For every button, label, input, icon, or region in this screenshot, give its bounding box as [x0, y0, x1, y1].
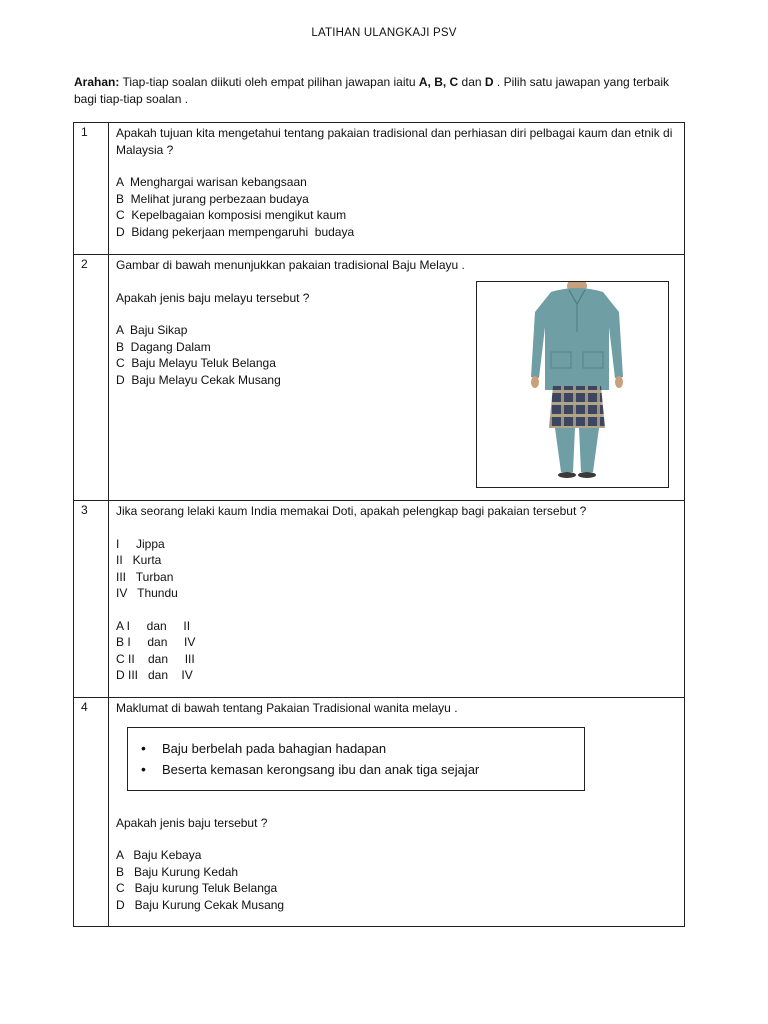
question-text: Jika seorang lelaki kaum India memakai Doti, apakah pelengkap bagi pakaian tersebut ?	[116, 504, 587, 518]
option-d[interactable]: D Baju Melayu Cekak Musang	[116, 372, 281, 387]
instructions-letters: A, B, C	[418, 75, 459, 89]
question-number: 2	[74, 255, 109, 501]
statement-item: II Kurta	[116, 553, 162, 567]
question-body	[109, 698, 685, 927]
question-row-1	[74, 123, 685, 255]
question-number: 3	[74, 501, 109, 698]
statement-item: IV Thundu	[116, 586, 178, 600]
option-c[interactable]: C Baju kurung Teluk Belanga	[116, 881, 278, 895]
question-number: 1	[74, 123, 109, 255]
option-c[interactable]: C Kepelbagaian komposisi mengikut kaum	[116, 208, 347, 222]
question-body	[109, 255, 685, 501]
option-a[interactable]: A Baju Sikap	[116, 323, 188, 337]
option-a[interactable]: A Menghargai warisan kebangsaan	[116, 175, 307, 189]
option-c[interactable]: C II dan III	[116, 651, 195, 666]
question-text: Maklumat di bawah tentang Pakaian Tradisional wanita melayu .	[116, 701, 458, 715]
baju-melayu-illustration	[477, 282, 668, 487]
info-bullet: • Baju berbelah pada bahagian hadapan	[162, 738, 584, 759]
option-d[interactable]: D III dan IV	[116, 668, 193, 682]
statement-item: I Jippa	[116, 536, 165, 551]
option-c[interactable]: C Baju Melayu Teluk Belanga	[116, 356, 276, 370]
instructions-letter-d: D	[484, 75, 494, 89]
statement-item: III Turban	[116, 569, 174, 584]
question-prompt: Apakah jenis baju tersebut ?	[116, 815, 268, 830]
instructions-text-1: Tiap-tiap soalan diikuti oleh empat pilihan jawapan iaitu	[119, 75, 419, 89]
question-row-2	[74, 255, 685, 501]
page-title: LATIHAN ULANGKAJI PSV	[311, 27, 457, 39]
option-a[interactable]: A Baju Kebaya	[116, 848, 202, 862]
instructions	[74, 74, 684, 108]
question-number: 4	[74, 698, 109, 927]
info-box	[127, 727, 585, 791]
option-b[interactable]: B Baju Kurung Kedah	[116, 864, 239, 879]
info-bullet: • Beserta kemasan kerongsang ibu dan anak tiga sejajar	[162, 759, 584, 780]
option-d[interactable]: D Baju Kurung Cekak Musang	[116, 897, 285, 912]
question-row-3	[74, 501, 685, 698]
instructions-text-3: . Pilih satu jawapan yang terbaik bagi tiap-tiap soalan .	[74, 75, 670, 106]
baju-melayu-photo	[476, 281, 669, 488]
instructions-text-2: dan	[458, 75, 485, 89]
question-text: Apakah tujuan kita mengetahui tentang pakaian tradisional dan perhiasan diri pelbagai kaum dan etnik di Malaysia ?	[116, 126, 673, 157]
question-prompt: Apakah jenis baju melayu tersebut ?	[116, 290, 310, 305]
option-b[interactable]: B I dan IV	[116, 635, 196, 649]
question-body	[109, 123, 685, 255]
question-text: Gambar di bawah menunjukkan pakaian tradisional Baju Melayu .	[116, 258, 465, 272]
option-a[interactable]: A I dan II	[116, 618, 191, 633]
option-b[interactable]: B Melihat jurang perbezaan budaya	[116, 191, 309, 206]
option-b[interactable]: B Dagang Dalam	[116, 339, 211, 354]
questions-table	[73, 122, 685, 927]
option-d[interactable]: D Bidang pekerjaan mempengaruhi budaya	[116, 224, 355, 239]
question-body	[109, 501, 685, 698]
question-row-4	[74, 698, 685, 927]
instructions-label: Arahan:	[74, 75, 120, 89]
